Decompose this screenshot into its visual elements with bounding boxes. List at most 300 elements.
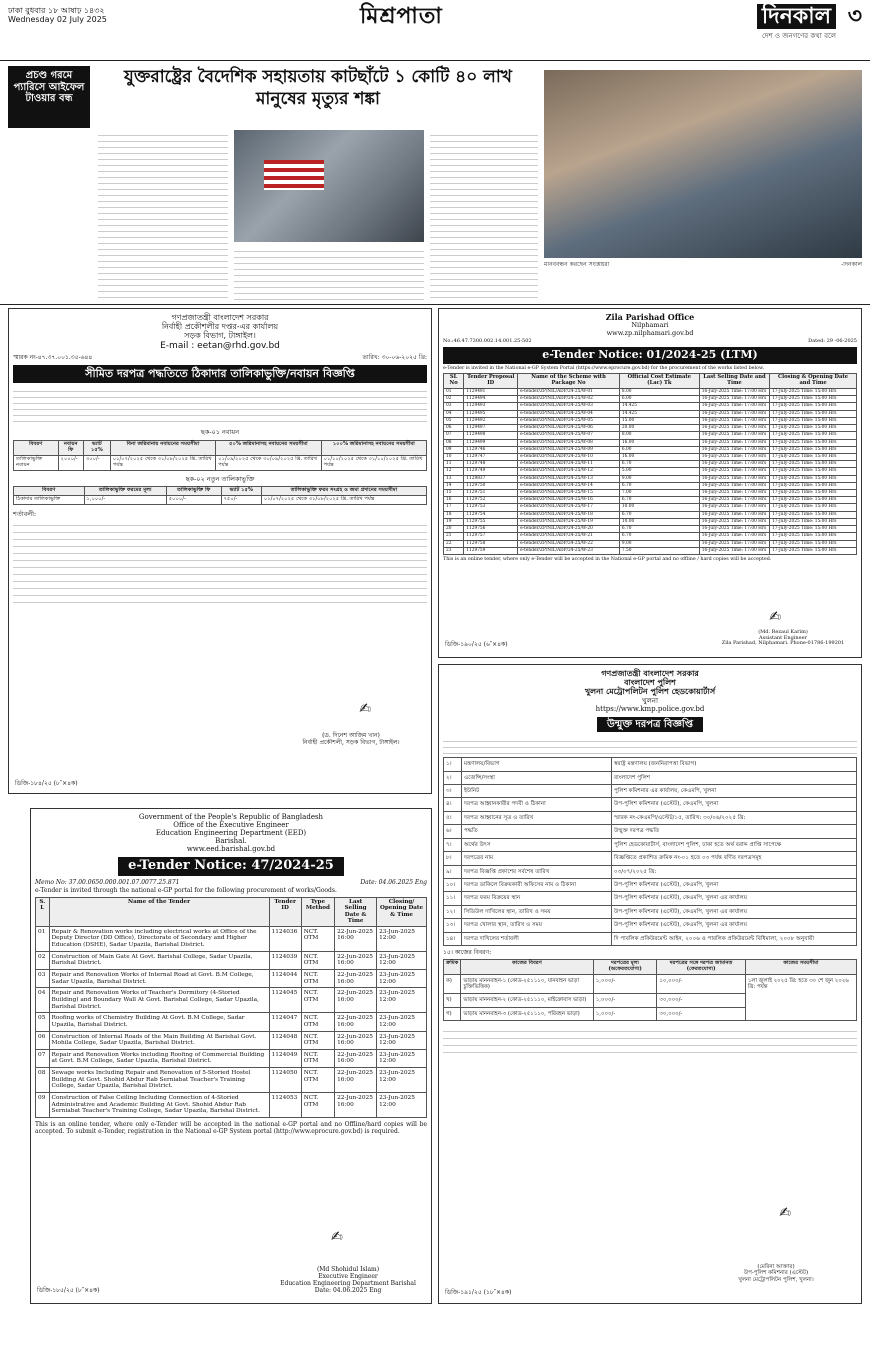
- table-cell: ১।: [444, 758, 462, 771]
- eed-memo: Memo No: 37.00.0650.000.001.07.0077.25.871: [35, 879, 180, 887]
- tangail-table2-caption: ছক-০২ নতুন তালিকাভুক্তি: [185, 474, 255, 483]
- nil-dfp: ডিজি-১৯০/২৫ (৬″×৪ক): [445, 641, 508, 649]
- table-cell: 16-July-2025 Time: 17:00 Hrs: [699, 439, 769, 446]
- table-header-cell: তালিকাভুক্তি ফি: [166, 487, 221, 496]
- table-cell: 1129497: [464, 425, 518, 432]
- table-cell: 16-July-2025 Time: 17:00 Hrs: [699, 403, 769, 410]
- table-cell: 16-July-2025 Time: 17:00 Hrs: [699, 396, 769, 403]
- eed-title: e-Tender Notice: 47/2024-25: [118, 857, 344, 876]
- table-cell: 22-Jun-2025 16:00: [335, 1093, 377, 1118]
- table-row: [444, 892, 857, 905]
- table-cell: Repair and Renovation Works of Internal Road at Govt. B.M College, Sadar Upazila, Barishal District.: [49, 969, 269, 987]
- table-row: [36, 1031, 427, 1049]
- table-header-cell: Last Selling Date and Time: [699, 374, 769, 389]
- table-cell: 17-July-2025 Time: 15:00 Hrs: [770, 410, 857, 417]
- table-row: [444, 758, 857, 771]
- table-cell: এজেন্সি/সংস্থা: [462, 771, 612, 784]
- masthead-rule: [0, 60, 870, 61]
- table-cell: e-tender/ZP/NIL/ADP/24-25/W-20: [518, 526, 620, 533]
- table-cell: সিডিউল দাখিলের স্থান, তারিখ ও সময়: [462, 905, 612, 918]
- table-cell: 09: [36, 1093, 50, 1118]
- table-header-cell: কাজের সময়সীমা: [745, 959, 856, 974]
- table-cell: 5.00: [619, 468, 699, 475]
- table-cell: উপ-পুলিশ কমিশনার (এস্টেট), কেএমপি, খুলনা: [612, 798, 857, 811]
- eed-signer-org: Education Engineering Department Barishal: [280, 1280, 416, 1288]
- table-cell: 1129750: [464, 482, 518, 489]
- table-cell: 1124047: [269, 1013, 301, 1031]
- table-cell: Construction of False Ceiling Including Connection of 4-Storied Administrative and Academic Building At Govt. Shohid Abdur Rab Serniabat Teacher's Training College, Sadar Upazila, Barishal District.: [49, 1093, 269, 1118]
- table-cell: গ): [444, 1007, 461, 1020]
- table-cell: 17-July-2025 Time: 15:00 Hrs: [770, 526, 857, 533]
- table-cell: 23-Jun-2025 12:00: [377, 988, 427, 1013]
- table-cell: ১,০০০/-: [84, 496, 166, 505]
- table-cell: ভাড়ায় মাননবাহন-১ (কোড-২৫১১১০, যানবাহন ভাড়া চুক্তিভিত্তিক): [461, 974, 593, 993]
- nil-web[interactable]: www.zp.nilphamari.gov.bd: [606, 328, 694, 337]
- table-cell: 16-July-2025 Time: 17:00 Hrs: [699, 425, 769, 432]
- table-cell: 13: [444, 475, 464, 482]
- table-cell: 16-July-2025 Time: 17:00 Hrs: [699, 475, 769, 482]
- news-photo-protest: [544, 70, 862, 258]
- eed-signer-title: Executive Engineer: [318, 1273, 378, 1281]
- kmp-work-heading: ১৫। কাজের বিবরণ:: [443, 949, 492, 957]
- table-cell: e-tender/ZP/NIL/ADP/24-25/W-11: [518, 461, 620, 468]
- table-cell: ০৩/০৭/২০২৫ খ্রি:: [612, 865, 857, 878]
- table-row: [444, 919, 857, 932]
- table-cell: 07: [36, 1049, 50, 1067]
- table-cell: Repair & Renovation works including electrical works at Office of the Deputy Director (DD Office), Directorate of Secondary and Higher Education (DSHE), Sadar Upazila, Barishal District.: [49, 926, 269, 951]
- table-row: [444, 852, 857, 865]
- table-row: [444, 771, 857, 784]
- table-row: [444, 453, 857, 460]
- table-cell: 16-July-2025 Time: 17:00 Hrs: [699, 490, 769, 497]
- table-header-cell: বিবরণ: [14, 487, 85, 496]
- table-cell: 1124036: [269, 926, 301, 951]
- table-cell: 6.00: [619, 446, 699, 453]
- table-cell: 17-July-2025 Time: 15:00 Hrs: [770, 533, 857, 540]
- table-cell: 17-July-2025 Time: 15:00 Hrs: [770, 432, 857, 439]
- table-cell: 17-July-2025 Time: 15:00 Hrs: [770, 518, 857, 525]
- table-cell: ১,০০০/-: [593, 994, 657, 1007]
- table-cell: 11: [444, 461, 464, 468]
- nil-place: Nilphamari: [631, 321, 669, 330]
- table-cell: উপ-পুলিশ কমিশনার (এস্টেট), কেএমপি, খুলনা এর কার্যালয়: [612, 919, 857, 932]
- table-cell: ৮।: [444, 852, 462, 865]
- table-cell: e-tender/ZP/NIL/ADP/24-25/W-18: [518, 511, 620, 518]
- table-cell: 1129753: [464, 504, 518, 511]
- table-cell: 14: [444, 482, 464, 489]
- nil-title: e-Tender Notice: 01/2024-25 (LTM): [443, 347, 857, 364]
- table-cell: NCT. OTM: [301, 988, 334, 1013]
- table-cell: 6.70: [619, 482, 699, 489]
- table-cell: 18: [444, 511, 464, 518]
- table-cell: 06: [444, 425, 464, 432]
- tangail-intro: [13, 386, 427, 426]
- main-article-col-3: [430, 130, 538, 300]
- eed-web[interactable]: www.eed.barishal.gov.bd: [186, 845, 276, 854]
- table-cell: 16-July-2025 Time: 17:00 Hrs: [699, 446, 769, 453]
- table-header-cell: তালিকাভুক্তি ফরমের মূল্য: [84, 487, 166, 496]
- main-article-col-1: [98, 130, 228, 300]
- table-cell: e-tender/ZP/NIL/ADP/24-25/W-08: [518, 439, 620, 446]
- table-cell: 03: [36, 969, 50, 987]
- table-row: [444, 865, 857, 878]
- table-cell: ০১/১০/২০২৫ থেকে ৩১/১০/২০২৫ খ্রি. তারিখ পর্যন্ত: [321, 455, 426, 470]
- table-header-cell: Tender Proposal ID: [464, 374, 518, 389]
- table-cell: পুলিশ হেডকোয়ার্টার্স, বাংলাদেশ পুলিশ, ঢাকা হতে অর্থ বরাদ্দ প্রাপ্তি সাপেক্ষে: [612, 838, 857, 851]
- table-cell: 19: [444, 518, 464, 525]
- page-number: ৩: [847, 3, 862, 29]
- table-cell: 12: [444, 468, 464, 475]
- table-row: [444, 974, 857, 993]
- table-cell: ভাড়ায় মাননবাহন-৩ (কোড-২৫১১১০, পরিবহন ভাড়া): [461, 1007, 593, 1020]
- table-cell: 16-July-2025 Time: 17:00 Hrs: [699, 526, 769, 533]
- eed-footer: This is an online tender, where only e-Tender will be accepted in the national e-GP portal and no Offline/hard copies will be accepted. To submit e-Tender, registration in the National e-GP System portal (http://www.eprocure.gov.bd) is required.: [35, 1121, 427, 1135]
- eed-gov: Government of the People's Republic of Bangladesh: [138, 813, 324, 821]
- table-row: [444, 396, 857, 403]
- table-cell: 17-July-2025 Time: 15:00 Hrs: [770, 511, 857, 518]
- newspaper-logo: দিনকাল: [757, 4, 836, 29]
- table-cell: ১লা জুলাই ২০২৫ খ্রি: হতে ৩০ শে জুন ২০২৬ খ্রি: পর্যন্ত: [745, 974, 856, 1020]
- kmp-web[interactable]: https://www.kmp.police.gov.bd: [595, 704, 705, 713]
- table-cell: ৯।: [444, 865, 462, 878]
- table-cell: বিজ্ঞপ্তিতে প্রকাশিত ক্রমিক নং-০১ হতে ০৩ পর্যন্ত বর্ণিত দরপত্রসমূহ: [612, 852, 857, 865]
- table-cell: e-tender/ZP/NIL/ADP/24-25/W-03: [518, 403, 620, 410]
- table-cell: ৩০,০০০/-: [657, 994, 746, 1007]
- table-row: [36, 969, 427, 987]
- table-cell: e-tender/ZP/NIL/ADP/24-25/W-17: [518, 504, 620, 511]
- table-cell: 1129759: [464, 547, 518, 554]
- table-cell: NCT. OTM: [301, 1093, 334, 1118]
- table-row: [444, 547, 857, 554]
- table-header-cell: ভ্যাট ১৫%: [221, 487, 261, 496]
- table-cell: 1129748: [464, 461, 518, 468]
- eed-dfp: ডিজি-১৮৫/২৫ (৮″×৪ক): [37, 1287, 100, 1295]
- table-cell: 1129837: [464, 475, 518, 482]
- table-cell: 14.425: [619, 410, 699, 417]
- tangail-terms-heading: শর্তাবলী:: [13, 510, 37, 519]
- tangail-table-new: [13, 486, 427, 505]
- table-cell: NCT. OTM: [301, 969, 334, 987]
- table-header-cell: ভ্যাট ১৫%: [83, 440, 110, 455]
- date-en: Wednesday 02 July 2025: [8, 15, 107, 25]
- table-cell: ১,০০০/-: [593, 1007, 657, 1020]
- eed-intro: e-Tender is invited through the national e-GP portal for the following procurement of works/Goods.: [35, 887, 337, 895]
- table-cell: 16-July-2025 Time: 17:00 Hrs: [699, 482, 769, 489]
- eed-city: Barishal.: [215, 837, 247, 846]
- table-cell: 23-Jun-2025 12:00: [377, 951, 427, 969]
- table-cell: 23-Jun-2025 12:00: [377, 1031, 427, 1049]
- table-cell: 1129757: [464, 533, 518, 540]
- table-cell: 08: [36, 1068, 50, 1093]
- table-cell: 22-Jun-2025 16:00: [335, 1068, 377, 1093]
- table-cell: 6.70: [619, 497, 699, 504]
- table-cell: 15: [444, 490, 464, 497]
- tangail-signer: (ড. দিনেশ আজিম খান): [322, 732, 380, 739]
- tangail-email: E-mail : eetan@rhd.gov.bd: [160, 340, 280, 351]
- table-cell: e-tender/ZP/NIL/ADP/24-25/W-16: [518, 497, 620, 504]
- table-cell: মন্ত্রণালয়/বিভাগ: [462, 758, 612, 771]
- table-row: [36, 1049, 427, 1067]
- table-cell: দরপত্র আহ্বানের সূত্র ও তারিখ: [462, 811, 612, 824]
- table-header-cell: ক্রমিক: [444, 959, 461, 974]
- table-cell: 17-July-2025 Time: 15:00 Hrs: [770, 461, 857, 468]
- table-cell: 22-Jun-2025 16:00: [335, 951, 377, 969]
- ad-tangail-rhd: [8, 308, 432, 794]
- table-cell: 09: [444, 446, 464, 453]
- table-cell: 8.00: [619, 388, 699, 395]
- table-cell: 16-July-2025 Time: 17:00 Hrs: [699, 540, 769, 547]
- table-cell: 1129756: [464, 526, 518, 533]
- table-cell: 17-July-2025 Time: 15:00 Hrs: [770, 446, 857, 453]
- table-row: [444, 388, 857, 395]
- tagline: দেশ ও জনগণের কথা বলে: [761, 32, 836, 40]
- table-row: [444, 446, 857, 453]
- tangail-title: সীমিত দরপত্র পদ্ধতিতে ঠিকাদার তালিকাভুক্তি/নবায়ন বিজ্ঞপ্তি: [13, 365, 427, 384]
- table-cell: 17-July-2025 Time: 15:00 Hrs: [770, 540, 857, 547]
- table-cell: 22-Jun-2025 16:00: [335, 988, 377, 1013]
- table-cell: 04: [36, 988, 50, 1013]
- table-cell: উপ-পুলিশ কমিশনার (এস্টেট), কেএমপি, খুলনা এর কার্যালয়: [612, 905, 857, 918]
- table-cell: ঠিকাদার তালিকাভুক্তি: [14, 496, 85, 505]
- photo-caption: [544, 262, 862, 300]
- table-header-cell: দরপত্রের মূল্য (অফেরতযোগ্য): [593, 959, 657, 974]
- table-cell: 1124050: [269, 1068, 301, 1093]
- table-cell: 22-Jun-2025 16:00: [335, 1049, 377, 1067]
- table-cell: 1124044: [269, 969, 301, 987]
- table-cell: NCT. OTM: [301, 1031, 334, 1049]
- table-cell: 1129493: [464, 403, 518, 410]
- table-cell: 01: [36, 926, 50, 951]
- table-row: [444, 785, 857, 798]
- kmp-city: খুলনা: [641, 696, 659, 705]
- table-cell: 23: [444, 547, 464, 554]
- table-cell: NCT. OTM: [301, 1049, 334, 1067]
- table-cell: 22-Jun-2025 16:00: [335, 926, 377, 951]
- tangail-memo: স্মারক নং-৪৭.৩৭.০০১.৩৫-৬৪৪: [13, 353, 93, 361]
- table-cell: দরপত্রের নাম: [462, 852, 612, 865]
- table-cell: e-tender/ZP/NIL/ADP/24-25/W-04: [518, 410, 620, 417]
- table-cell: 17-July-2025 Time: 15:00 Hrs: [770, 547, 857, 554]
- nil-signer-org: Zila Parishad, Nilphamari. Phone-01786-199201: [721, 640, 845, 647]
- table-cell: e-tender/ZP/NIL/ADP/24-25/W-12: [518, 468, 620, 475]
- table-row: [444, 518, 857, 525]
- table-cell: 16-July-2025 Time: 17:00 Hrs: [699, 533, 769, 540]
- table-header-cell: Official Cost Estimate (Lac) Tk: [619, 374, 699, 389]
- kmp-signature: ✍: [779, 1205, 791, 1221]
- table-row: [36, 1013, 427, 1031]
- table-cell: 05: [36, 1013, 50, 1031]
- table-cell: ২০০০/-: [58, 455, 83, 470]
- table-row: [444, 468, 857, 475]
- table-row: [444, 417, 857, 424]
- table-row: [36, 988, 427, 1013]
- table-cell: NCT. OTM: [301, 1068, 334, 1093]
- table-cell: 16-July-2025 Time: 17:00 Hrs: [699, 547, 769, 554]
- table-cell: 20.00: [619, 425, 699, 432]
- table-cell: 16-July-2025 Time: 17:00 Hrs: [699, 461, 769, 468]
- table-cell: 16.00: [619, 453, 699, 460]
- table-cell: 1129499: [464, 439, 518, 446]
- news-divider: [0, 304, 870, 305]
- table-cell: 16-July-2025 Time: 17:00 Hrs: [699, 468, 769, 475]
- table-cell: 1129492: [464, 417, 518, 424]
- table-cell: e-tender/ZP/NIL/ADP/24-25/W-02: [518, 396, 620, 403]
- table-cell: 22-Jun-2025 16:00: [335, 969, 377, 987]
- table-row: [36, 951, 427, 969]
- table-cell: 1129758: [464, 540, 518, 547]
- tangail-dept: সড়ক বিভাগ, টাঙ্গাইল।: [184, 331, 256, 341]
- table-header-cell: তালিকাভুক্তি ফরম সংগ্রহ ও জমা প্রদানের সময়সীমা: [261, 487, 426, 496]
- table-cell: খ): [444, 994, 461, 1007]
- table-cell: তালিকাভুক্তি নবায়ন: [14, 455, 59, 470]
- table-cell: ইউনিট: [462, 785, 612, 798]
- table-cell: 6.70: [619, 526, 699, 533]
- kmp-signer: (মেরিনা আক্তার): [757, 1264, 795, 1271]
- table-header-cell: Last Selling Date & Time: [335, 897, 377, 926]
- table-row: [36, 1068, 427, 1093]
- table-cell: 05: [444, 417, 464, 424]
- table-cell: ১৪।: [444, 932, 462, 945]
- table-cell: স্মারক নং-কেএমপি/এস্টেট/১৫, তারিখ: ৩০/০৬/২০২৫ খ্রি:: [612, 811, 857, 824]
- kmp-intro: [443, 736, 857, 754]
- table-cell: e-tender/ZP/NIL/ADP/24-25/W-22: [518, 540, 620, 547]
- table-cell: e-tender/ZP/NIL/ADP/24-25/W-21: [518, 533, 620, 540]
- table-cell: e-tender/ZP/NIL/ADP/24-25/W-05: [518, 417, 620, 424]
- table-cell: Construction of Main Gate At Govt. Barishal College, Sadar Upazila, Barishal District.: [49, 951, 269, 969]
- table-cell: 8.00: [619, 432, 699, 439]
- table-header-cell: ৫০% জরিমানাসহ নবায়নের সময়সীমা: [216, 440, 321, 455]
- table-header-cell: SL No: [444, 374, 464, 389]
- table-cell: 17-July-2025 Time: 15:00 Hrs: [770, 453, 857, 460]
- main-headline: যুক্তরাষ্ট্রের বৈদেশিক সহায়তায় কাটছাঁটে ১ কোটি ৪০ লাখ মানুষের মৃত্যুর শঙ্কা: [124, 67, 512, 110]
- table-cell: 6.00: [619, 396, 699, 403]
- table-cell: NCT. OTM: [301, 1013, 334, 1031]
- table-cell: ০১/০৯/২০২৫ থেকে ৩০/০৯/২০২৫ খ্রি. তারিখ পর্যন্ত: [216, 455, 321, 470]
- table-cell: 10.00: [619, 518, 699, 525]
- table-cell: ১২।: [444, 905, 462, 918]
- eed-signature: ✍: [331, 1229, 343, 1245]
- table-cell: 17-July-2025 Time: 15:00 Hrs: [770, 468, 857, 475]
- table-cell: 16-July-2025 Time: 17:00 Hrs: [699, 417, 769, 424]
- table-cell: 16.00: [619, 439, 699, 446]
- table-cell: 22-Jun-2025 16:00: [335, 1013, 377, 1031]
- side-article-text: [8, 132, 90, 300]
- table-cell: ৩।: [444, 785, 462, 798]
- table-row: [444, 410, 857, 417]
- table-cell: e-tender/ZP/NIL/ADP/24-25/W-09: [518, 446, 620, 453]
- table-cell: বাংলাদেশ পুলিশ: [612, 771, 857, 784]
- table-cell: 21: [444, 533, 464, 540]
- nil-signer: (Md. Rezaul Karim): [758, 628, 808, 635]
- table-cell: 1129746: [464, 446, 518, 453]
- table-cell: দরপত্র দাখিলের শর্তাবলী: [462, 932, 612, 945]
- table-cell: 9.00: [619, 540, 699, 547]
- nil-intro: e-Tender is invited in the National e-GP System Portal (https://www.eprocure.gov.bd) for the procurement of the works listed below.: [443, 365, 765, 371]
- table-cell: e-tender/ZP/NIL/ADP/24-25/W-19: [518, 518, 620, 525]
- table-cell: 1129755: [464, 518, 518, 525]
- table-cell: 16-July-2025 Time: 17:00 Hrs: [699, 497, 769, 504]
- table-row: [444, 932, 857, 945]
- table-cell: অর্থের উৎস: [462, 838, 612, 851]
- eed-signer: (Md Shohidul Islam): [316, 1266, 380, 1274]
- table-header-cell: দরপত্রের সঙ্গে দরপত্র জামানত (ফেরতযোগ্য): [657, 959, 746, 974]
- kmp-details-table: [443, 757, 857, 946]
- tangail-table-renewal: [13, 440, 427, 471]
- ad-barishal-eed: [30, 808, 432, 1304]
- table-cell: 04: [444, 410, 464, 417]
- tangail-terms: [13, 519, 427, 605]
- table-cell: 10.00: [619, 504, 699, 511]
- side-headline: প্রচণ্ড গরমে প্যারিসে আইফেল টাওয়ার বন্ধ: [8, 66, 90, 128]
- table-cell: e-tender/ZP/NIL/ADP/24-25/W-01: [518, 388, 620, 395]
- table-cell: 17-July-2025 Time: 15:00 Hrs: [770, 504, 857, 511]
- eed-tender-table: [35, 897, 427, 1118]
- table-cell: 20: [444, 526, 464, 533]
- table-cell: Repair and Renovation Works including Roofing of Commercial Building at Govt. B.M College, Sadar Upazila, Barishal District.: [49, 1049, 269, 1067]
- tangail-table1-caption: ছক-০১ নবায়ন: [200, 428, 240, 437]
- table-header-cell: S. L: [36, 897, 50, 926]
- table-cell: উন্মুক্ত দরপত্র পদ্ধতি: [612, 825, 857, 838]
- table-cell: 23-Jun-2025 12:00: [377, 969, 427, 987]
- table-cell: 9.00: [619, 475, 699, 482]
- table-cell: 01: [444, 388, 464, 395]
- table-cell: 16-July-2025 Time: 17:00 Hrs: [699, 453, 769, 460]
- table-cell: 16: [444, 497, 464, 504]
- kmp-dept: বাংলাদেশ পুলিশ: [624, 677, 676, 688]
- table-cell: 23-Jun-2025 12:00: [377, 1093, 427, 1118]
- table-cell: 16-July-2025 Time: 17:00 Hrs: [699, 504, 769, 511]
- table-cell: NCT. OTM: [301, 951, 334, 969]
- table-header-cell: Tender ID: [269, 897, 301, 926]
- table-cell: ৫।: [444, 811, 462, 824]
- table-cell: 1124045: [269, 988, 301, 1013]
- tangail-date: তারিখ: ৩০-০৬-২০২৫ খ্রি:: [362, 353, 427, 361]
- table-cell: পুলিশ কমিশনার এর কার্যালয়, কেএমপি, খুলনা: [612, 785, 857, 798]
- table-cell: e-tender/ZP/NIL/ADP/24-25/W-07: [518, 432, 620, 439]
- table-cell: 1124048: [269, 1031, 301, 1049]
- table-cell: ০১/০৭/২০২৫ থেকে ৩১/০৮/২০২৫ খ্রি. তারিখ পর্যন্ত: [110, 455, 215, 470]
- table-cell: 17-July-2025 Time: 15:00 Hrs: [770, 497, 857, 504]
- table-cell: e-tender/ZP/NIL/ADP/24-25/W-15: [518, 490, 620, 497]
- table-cell: 1129751: [464, 490, 518, 497]
- kmp-work-table: [443, 959, 857, 1021]
- table-row: [444, 825, 857, 838]
- nil-dated: Dated: 29 -06-2025: [808, 338, 857, 345]
- news-photo-usaid: [234, 130, 424, 242]
- table-cell: 6.70: [619, 511, 699, 518]
- table-cell: 1129495: [464, 410, 518, 417]
- table-cell: 03: [444, 403, 464, 410]
- table-cell: 07: [444, 432, 464, 439]
- table-cell: 16-July-2025 Time: 17:00 Hrs: [699, 511, 769, 518]
- table-cell: e-tender/ZP/NIL/ADP/24-25/W-10: [518, 453, 620, 460]
- kmp-signer-title: উপ-পুলিশ কমিশনার (এস্টেট): [743, 1270, 809, 1277]
- nil-signature: ✍: [769, 609, 781, 625]
- table-cell: 1129494: [464, 396, 518, 403]
- ad-nilphamari-zp: [438, 308, 862, 658]
- table-cell: ৪।: [444, 798, 462, 811]
- nil-memo: No.:46.47.7300.002.14.001.25-502: [443, 338, 532, 345]
- table-row: [444, 497, 857, 504]
- table-cell: দরপত্র ডাকিলে বিক্রয়কারী অফিসের নাম ও ঠিকানা: [462, 878, 612, 891]
- table-cell: 17-July-2025 Time: 15:00 Hrs: [770, 403, 857, 410]
- table-cell: ৩০০/-: [83, 455, 110, 470]
- tangail-dfp: ডিজি-১৮৪/২৫ (৮″×৪ক): [15, 780, 78, 788]
- date-bn: ঢাকা বুধবার ১৮ আষাঢ় ১৪৩২: [8, 6, 105, 15]
- table-cell: ০১/০৭/২০২৫ থেকে ৩১/০৮/২০২৫ খ্রি. তারিখ পর্যন্ত: [261, 496, 426, 505]
- table-cell: 17-July-2025 Time: 15:00 Hrs: [770, 396, 857, 403]
- table-cell: ৫০০০/-: [166, 496, 221, 505]
